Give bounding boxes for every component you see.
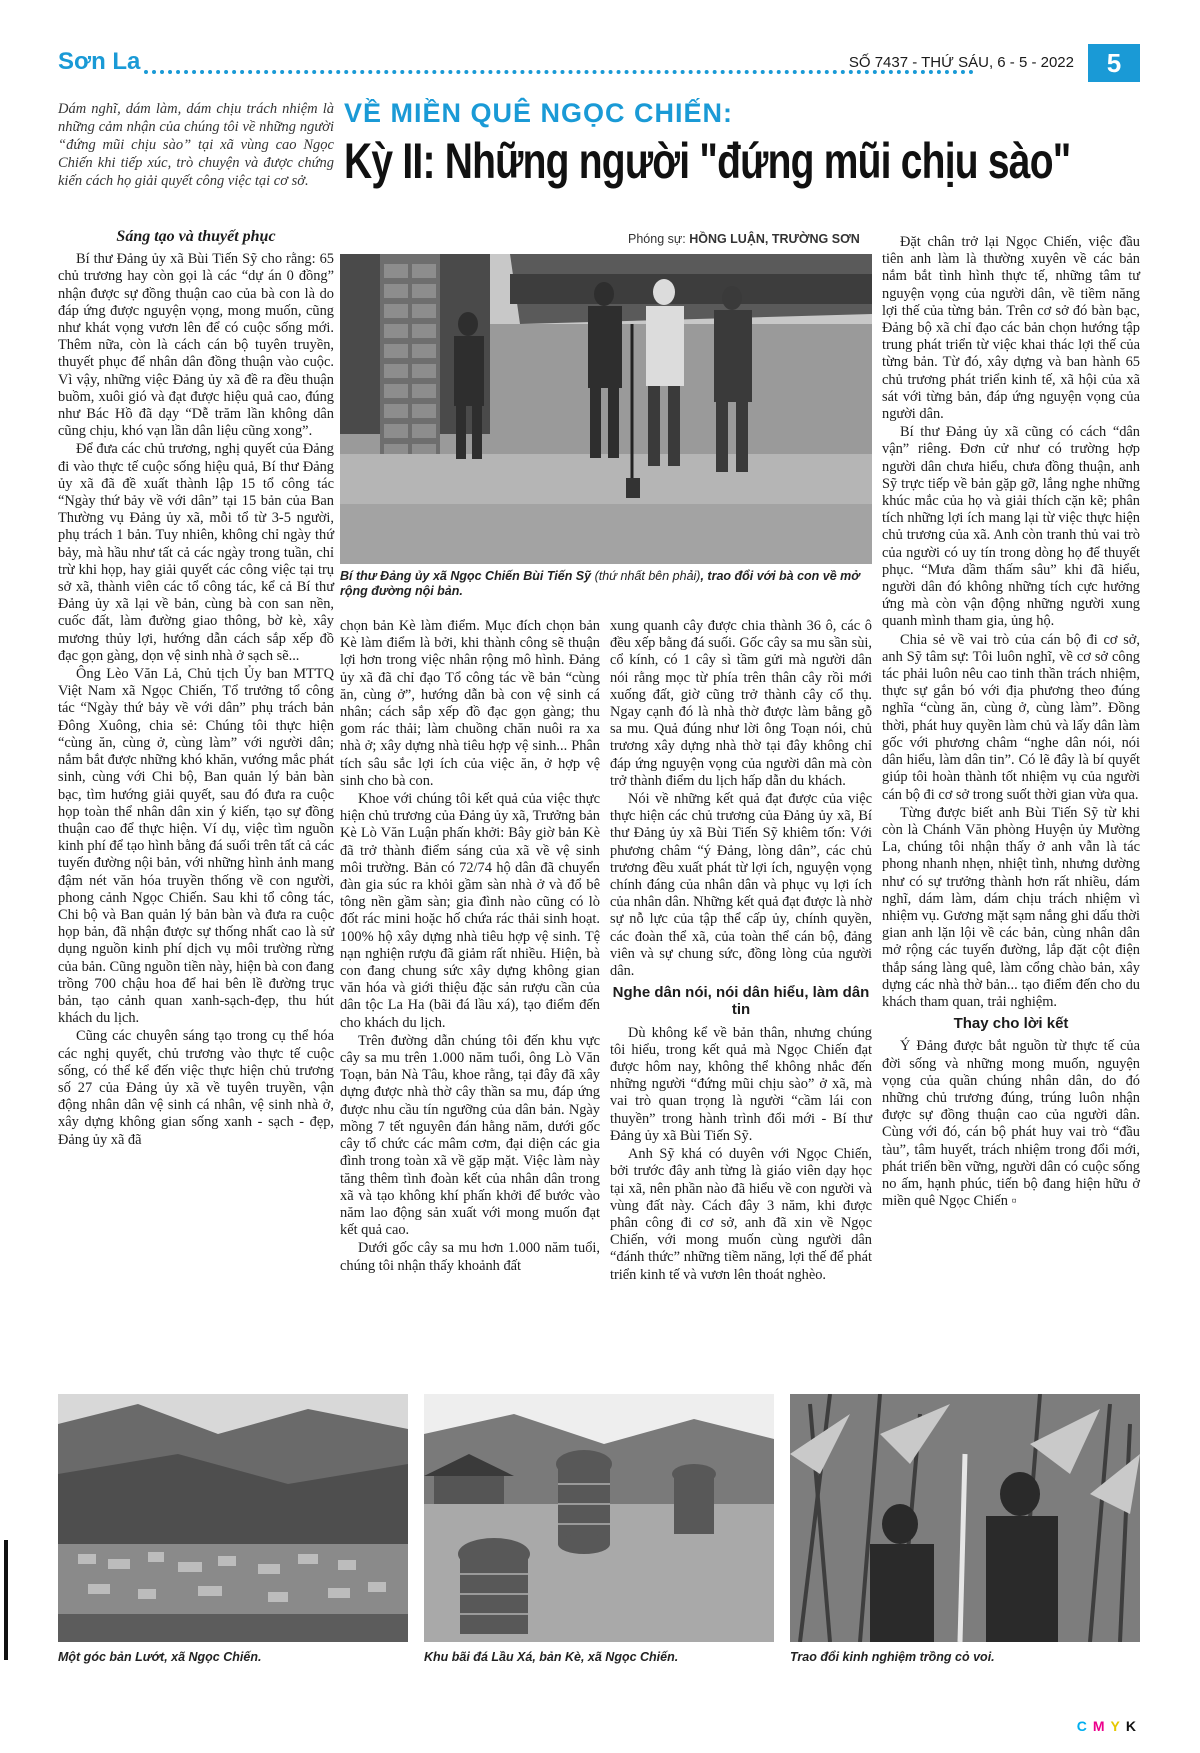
article-headline: Kỳ II: Những người "đứng mũi chịu sào" [344,133,1071,189]
print-edge-mark [4,1540,8,1660]
subheading-sang-tao: Sáng tạo và thuyết phục [116,228,276,245]
paragraph: Khoe với chúng tôi kết quả của việc thực hiện chủ trương của Đảng ủy xã, Trưởng bản Kè Lò Văn Luận phấn khởi: Bây giờ bản Kè đã trở thành điểm sáng của xã về vệ sinh môi trường. Bản có 72/74 hộ dân đã chuyển đàn gia súc ra khỏi gầm sàn nhà ở và đổ bê tông nền gầm sàn; gia đình nào cũng có lò đốt rác mini hoặc hố chứa rác thải sinh hoạt. 100% hộ xây dựng nhà tiêu hợp vệ sinh. Tệ nạn nghiện rượu đã giảm rất nhiều. Hiện, bà con đang chung sức xây dựng không gian văn hóa và giới thiệu đặc sản rượu cần của dân tộc La Ha (bãi đá lầu xá), tạo điểm đến cho khách du lịch. [340,791,600,1031]
photo-bai-da-lau-xa [424,1394,774,1642]
article-column-1 [58,224,334,1150]
caption-co-voi: Trao đổi kinh nghiệm trồng cỏ voi. [790,1650,995,1664]
paragraph: Bí thư Đảng ủy xã cũng có cách “dân vận” riêng. Đơn cử như có trường hợp người dân chưa hiểu, chưa đồng thuận, anh Sỹ trực tiếp về bản gặp gỡ, lắng nghe những khúc mắc của họ và giải thích cặn kẽ; phân tích những lợi ích mang lại từ việc thực hiện chủ trương của xã. Anh còn tranh thủ vai trò của người có uy tín trong dòng họ để thuyết phục. “Mưa dầm thấm sâu” khi đã hiểu, người dân đó không những tích cực hưởng ứng mà còn vận động những người xung quanh mình tham gia, ủng hộ. [882,424,1140,630]
cmyk-c: C [1076,1718,1093,1734]
photo-trong-co-voi [790,1394,1140,1642]
paragraph: Ông Lèo Văn Lả, Chủ tịch Ủy ban MTTQ Việt Nam xã Ngọc Chiến, Tổ trưởng tổ công tác “Ngày thứ bảy về với dân” phụ trách bản Đông Xuông, chia sẻ: Chúng tôi thực hiện “cùng ăn, cùng ở, cùng làm” với người dân; nắm bắt được những khó khăn, vướng mắc phát sinh, cùng với Chi bộ, Ban quản lý bản bàn bạc, tìm hướng giải quyết, sau đó đưa ra cuộc họp toàn thể nhân dân xin ý kiến, tạo sự đồng thuận cao để thực hiện. Ví dụ, việc tìm nguồn kinh phí để tạo hình bằng đá suối trên tất cả các tuyến đường nội bản, với những hình ảnh mang đậm nét văn hóa truyền thống về con người, phong cảnh Ngọc Chiến. Sau khi tổ công tác, Chi bộ và Ban quản lý bản bàn và đưa ra cuộc họp bản, đã nhận được sự thống nhất cao là sử dụng nguồn kinh phí dịch vụ môi trường rừng của bản. Cũng nguồn tiền này, hiện bà con đang trồng 700 chậu hoa để hai bên lề đường trục bản, tạo cảnh quan xanh-sạch-đẹp, thu hút khách du lịch. [58,666,335,1027]
article-sapo: Dám nghĩ, dám làm, dám chịu trách nhiệm là những cảm nhận của chúng tôi về những người “đứng mũi chịu sào” tại xã vùng cao Ngọc Chiến khi tiếp xúc, trò chuyện và được chứng kiến cách họ giải quyết công việc tại cơ sở. [58,101,334,189]
issue-info: SỐ 7437 - THỨ SÁU, 6 - 5 - 2022 [848,54,1074,71]
cmyk-registration [1077,1718,1142,1734]
paragraph: Từng được biết anh Bùi Tiến Sỹ từ khi còn là Chánh Văn phòng Huyện ủy Mường La, chúng tôi nhận thấy ở anh vẫn là tác phong nhanh nhẹn, nhiệt tình, nhưng dường như có sự trưởng thành hơn rất nhiều, dám nghĩ, dám làm, dám chịu trách nhiệm vì nhiệm vụ. Gương mặt sạm nắng ghi dấu thời gian anh lặn lội về các bản, cùng nhân dân mở rộng các tuyến đường, lắp đặt cột điện thắp sáng làng quê, làm cổng chào bản, xây dựng các nhà thờ bản... tạo điểm đến cho du khách tham quan, trải nghiệm. [882,804,1140,1010]
cmyk-m: M [1092,1718,1111,1734]
paragraph: chọn bản Kè làm điểm. Mục đích chọn bản Kè làm điểm là bởi, khi thành công sẽ thuận lợi hơn trong việc nhân rộng mô hình. Đảng ủy xã đã chỉ đạo Tổ công tác về bản “cùng ăn, cùng ở”, hướng dẫn bà con vệ sinh cá nhân; cách sắp xếp đồ đạc gọn gàng; thu gom rác thải; làm chuồng chăn nuôi ra xa nhà ở; xây dựng nhà tiêu hợp vệ sinh... Phân tích sâu sắc lợi ích của việc ăn, ở hợp vệ sinh cho bà con. [340,618,600,789]
paragraph: Nói về những kết quả đạt được của việc thực hiện các chủ trương của Đảng ủy xã, Bí thư Đảng ủy xã Bùi Tiến Sỹ khiêm tốn: Với phương châm “ý Đảng, lòng dân”, các chủ trương đều xuất phát từ lợi ích, nguyện vọng chính đáng của nhân dân và phục vụ lợi ích của nhân dân. Những kết quả đạt được là nhờ sự nỗ lực của tập thể cấp ủy, chính quyền, các đoàn thể xã, của toàn thể cán bộ, đảng viên và sự chung sức, đồng lòng của người dân. [610,791,872,980]
cmyk-k: K [1125,1718,1142,1734]
cmyk-y: Y [1110,1718,1126,1734]
section-name: Sơn La [58,48,141,75]
paragraph: Cũng các chuyên sáng tạo trong cụ thể hóa các nghị quyết, chủ trương vào thực tế cuộc sống, có thể kể đến việc thực hiện chủ trương số 27 của Đảng ủy xã về tuyên truyền, vận động nhân dân vệ sinh cá nhân, vệ sinh nhà ở, xây dựng không gian sống xanh - sạch - đẹp, Đảng ủy xã đã [58,1028,334,1148]
subheading-nghe-dan-noi: Nghe dân nói, nói dân hiểu, làm dân tin [612,984,870,1019]
article-byline [628,232,860,246]
caption-action: , trao đổi với bà con về mở rộng đường nội bản. [340,569,860,598]
paragraph: Bí thư Đảng ủy xã Bùi Tiến Sỹ cho rằng: 65 chủ trương hay còn gọi là các “dự án 0 đồng” nhận được sự đồng thuận cao của bà con là do đáp ứng được nguyện vọng, mong muốn, cũng như khát vọng vươn lên để có cuộc sống mới. Thêm nữa, còn là cách cán bộ tuyên truyền, thuyết phục để nhân dân đồng thuận vào cuộc. Vì vậy, những việc Đảng ủy xã đề ra đều thuận buồm, xuôi gió và đạt được hiệu quả cao, đúng như Bác Hồ đã dạy “Dễ trăm lần không dân cũng chịu, khó vạn lần dân liệu cũng xong”. [58,251,334,440]
photo-ban-luot [58,1394,408,1642]
paragraph: Dù không kể về bản thân, nhưng chúng tôi hiểu, trong kết quả mà Ngọc Chiến đạt được hôm nay, không thể không nhắc đến những người “đứng mũi chịu sào” ở xã, mà vai trò quan trọng là người “cầm lái con thuyền” trong hành trình đổi mới - Bí thư Đảng ủy xã Bùi Tiến Sỹ. [610,1024,872,1144]
paragraph: Chia sẻ về vai trò của cán bộ đi cơ sở, anh Sỹ tâm sự: Tôi luôn nghĩ, về cơ sở công tác phải luôn nêu cao tinh thần trách nhiệm, thực sự gắn bó với địa phương theo đúng nghĩa “cùng ăn, cùng ở, cùng làm”. Đồng thời, phát huy quyền làm chủ và lấy dân làm gốc với phương châm “nghe dân nói, nói dân hiểu, làm dân tin”. Có lẽ đây là bí quyết giúp tôi hoàn thành tốt nhiệm vụ của người cán bộ đi cơ sở trong suốt thời gian vừa qua. [882,631,1140,803]
caption-position: (thứ nhất bên phải) [591,569,701,583]
article-column-3 [610,618,872,1285]
paragraph: Ý Đảng được bắt nguồn từ thực tế của đời sống và những mong muốn, nguyện vọng của quần chúng nhân dân, do đó những chủ trương đúng, trúng luôn nhận được sự đồng thuận cao của người dân. Cùng với đó, cán bộ phát huy vai trò “đầu tàu”, tâm huyết, trách nhiệm trong đổi mới, phát triển bền vững, người dân có cuộc sống no ấm, hạnh phúc, tiến bộ đang hiện hữu ở miền quê Ngọc Chiến ▫ [882,1038,1140,1210]
paragraph: Anh Sỹ khá có duyên với Ngọc Chiến, bởi trước đây anh từng là giáo viên dạy học tại xã, nên phần nào đã hiểu về con người và vùng đất này. Cách đây 3 năm, khi được phân công đi cơ sở, anh đã xin về Ngọc Chiến, với mong muốn cùng người dân “đánh thức” những tiềm năng, lợi thế để phát triển kinh tế và vươn lên thoát nghèo. [610,1146,872,1283]
paragraph: Trên đường dẫn chúng tôi đến khu vực cây sa mu trên 1.000 năm tuổi, ông Lò Văn Toạn, bản Nà Tâu, khoe rằng, tại đây đã xây dựng được nhà thờ cây thần sa mu, đáp ứng được nhu cầu tín ngưỡng của dân bản. Ngày mồng 7 tết nguyên đán hằng năm, dưới gốc cây tổ chức các mâm cơm, đại diện các gia đình trong toàn xã về gặp mặt. Việc làm này tăng thêm tình đoàn kết của nhân dân trong xã và tạo không khí phấn khởi để bước vào năm lao động sản xuất với mong muốn đạt kết quả cao. [340,1032,600,1239]
caption-subject: Bí thư Đảng ủy xã Ngọc Chiến Bùi Tiến Sỹ [340,569,592,583]
byline-prefix: Phóng sự: [628,232,686,246]
page-header [58,44,1140,84]
article-kicker: VỀ MIỀN QUÊ NGỌC CHIẾN: [344,98,734,128]
page-number: 5 [1088,44,1140,82]
article-column-2 [340,618,600,1276]
paragraph: Dưới gốc cây sa mu hơn 1.000 năm tuổi, chúng tôi nhận thấy khoảnh đất [340,1240,600,1274]
paragraph: Để đưa các chủ trương, nghị quyết của Đảng đi vào thực tế cuộc sống hiệu quả, Bí thư Đảng ủy xã đã đề xuất thành lập 15 tổ công tác “Ngày thứ bảy về với dân” tại 15 bản của Ban Thường vụ Đảng ủy xã, mỗi tổ từ 3-5 người, phụ trách 1 bản. Tuy nhiên, không chỉ ngày thứ bảy, mà hầu như tất cả các ngày trong tuần, chỉ trừ khi họp, hay giải quyết các công việc tại trụ sở xã, thành viên các tổ công tác, kể cả Bí thư Đảng ủy xã lại về bản, cùng bà con san nền, cuốc đất, làm đường giao thông, bờ kè, xây mương thủy lợi, hướng dẫn cách sắp xếp đồ đạc gọn gàng, dọn vệ sinh nhà ở sạch sẽ... [58,441,334,664]
caption-ban-luot: Một góc bản Lướt, xã Ngọc Chiến. [58,1650,262,1664]
byline-authors: HỒNG LUẬN, TRƯỜNG SƠN [689,232,860,246]
paragraph: Đặt chân trở lại Ngọc Chiến, việc đầu tiên anh làm là thường xuyên về các bản nắm bắt tình hình thực tế, những tâm tư nguyện vọng của người dân, về tiềm năng lợi thế của từng bản. Trên cơ sở đó bàn bạc, Đảng bộ xã chỉ đạo các bản chọn hướng tập trung phát triển từ việc khai thác lợi thế của từng bản. Từ đó, xây dựng và ban hành 65 chủ trương phát triển kinh tế, xã hội của xã sát với từng bản, đáp ứng nguyện vọng của người dân. [882,234,1140,423]
article-column-4 [882,234,1140,1211]
main-photo-caption [340,569,872,599]
caption-bai-da: Khu bãi đá Lầu Xá, bản Kè, xã Ngọc Chiến. [424,1650,679,1664]
subheading-thay-cho-loi-ket: Thay cho lời kết [953,1015,1069,1033]
paragraph: xung quanh cây được chia thành 36 ô, các ô đều xếp bằng đá suối. Gốc cây sa mu sần sùi, cổ kính, có 1 cây sì tầm gửi mà người dân nói rằng mọc từ phía trên thân cây rồi mới xuống đất, giờ cũng trở thành cây cổ thụ. Ngay cạnh đó là nhà thờ được làm bằng gỗ sa mu. Quả đúng như lời ông Toạn nói, chủ trương xây dựng nhà thờ tại đây không chỉ đáp ứng nguyện vọng của người dân mà còn trở thành điểm du lịch hấp dẫn du khách. [610,618,872,789]
main-photo [340,254,872,564]
